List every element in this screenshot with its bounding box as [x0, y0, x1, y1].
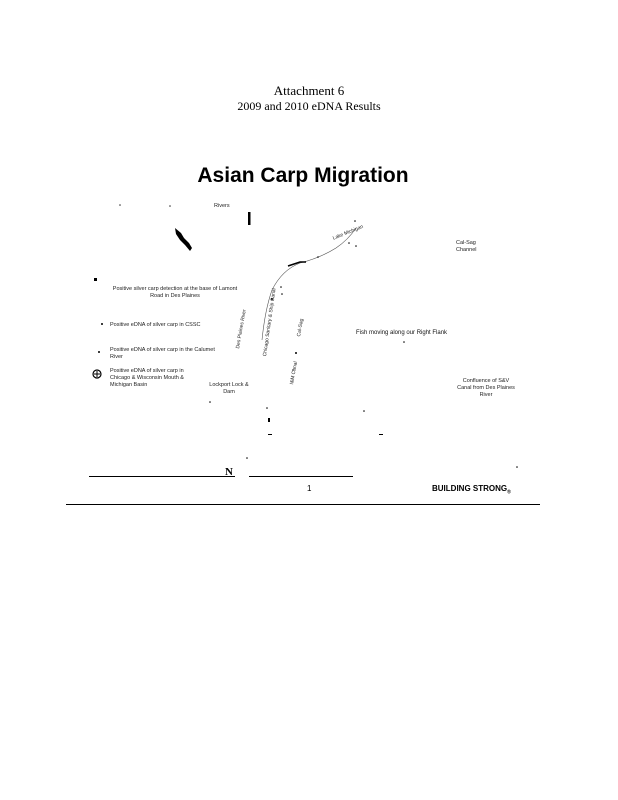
river-dot [403, 341, 405, 343]
legend-marker-calumet [98, 351, 100, 353]
river-dot [266, 407, 268, 409]
footer-line-right [249, 476, 353, 477]
footer-line-left [89, 476, 235, 477]
legend-marker-cssc [101, 323, 103, 325]
page-number: 1 [307, 484, 312, 493]
attachment-title: Attachment 6 [273, 83, 345, 98]
map-dash [268, 418, 270, 422]
map-label-lockport: Lockport Lock & Dam [209, 382, 249, 395]
legend-text-cssc: Positive eDNA of silver carp in CSSC [110, 322, 201, 328]
river-dot [246, 457, 248, 459]
map-label-im-canal: I&M Canal [289, 361, 299, 386]
north-arrow-label: N [225, 466, 233, 478]
attachment-subtitle: 2009 and 2010 eDNA Results [237, 99, 381, 113]
river-dot [295, 352, 297, 354]
river-dot [348, 242, 350, 244]
legend-marker-target [93, 370, 101, 378]
legend-marker-detection [94, 278, 97, 281]
map-label-des-plaines: Des Plaines River [235, 308, 248, 350]
map-label-downstream: Fish moving along our Right Flank [356, 330, 448, 336]
map-dot [169, 205, 171, 207]
river-dot [354, 220, 356, 222]
brand-text: BUILDING $STRONG_®$ [432, 484, 511, 496]
map-dot [119, 204, 121, 206]
legend-text-detection: Positive silver carp detection at the base of Lamont Road in Des Plaines [112, 286, 238, 299]
map-label-calsag: Cal-Sag [296, 318, 306, 338]
map-label-cssc: Chicago Sanitary & Ship Canal [262, 288, 278, 357]
map-label-confluence: Confluence of S&V Canal from Des Plaines River [457, 378, 515, 398]
map-label-calumet: Cal-Sag Channel [456, 240, 477, 253]
river-dot [209, 401, 211, 403]
river-dot [516, 466, 518, 468]
map-dash [268, 434, 272, 435]
river-dot [363, 410, 365, 412]
river-dot [280, 286, 282, 288]
river-dot [355, 245, 357, 247]
page-bottom-rule [66, 504, 540, 505]
map-top-label: Rivers [214, 203, 230, 209]
map-label-lake: Lake Michigan [332, 223, 365, 242]
river-line [262, 228, 356, 340]
legend-text-target: Positive eDNA of silver carp in Chicago & Wisconsin Mouth & Michigan Basin [110, 368, 184, 388]
map-title: Asian Carp Migration [197, 164, 409, 187]
river-segment [175, 228, 192, 251]
river-dot [281, 293, 283, 295]
river-dot [317, 256, 319, 258]
map-bar-mark [248, 212, 251, 225]
legend-text-calumet: Positive eDNA of silver carp in the Calumet River [110, 347, 215, 360]
map-dash [379, 434, 383, 435]
